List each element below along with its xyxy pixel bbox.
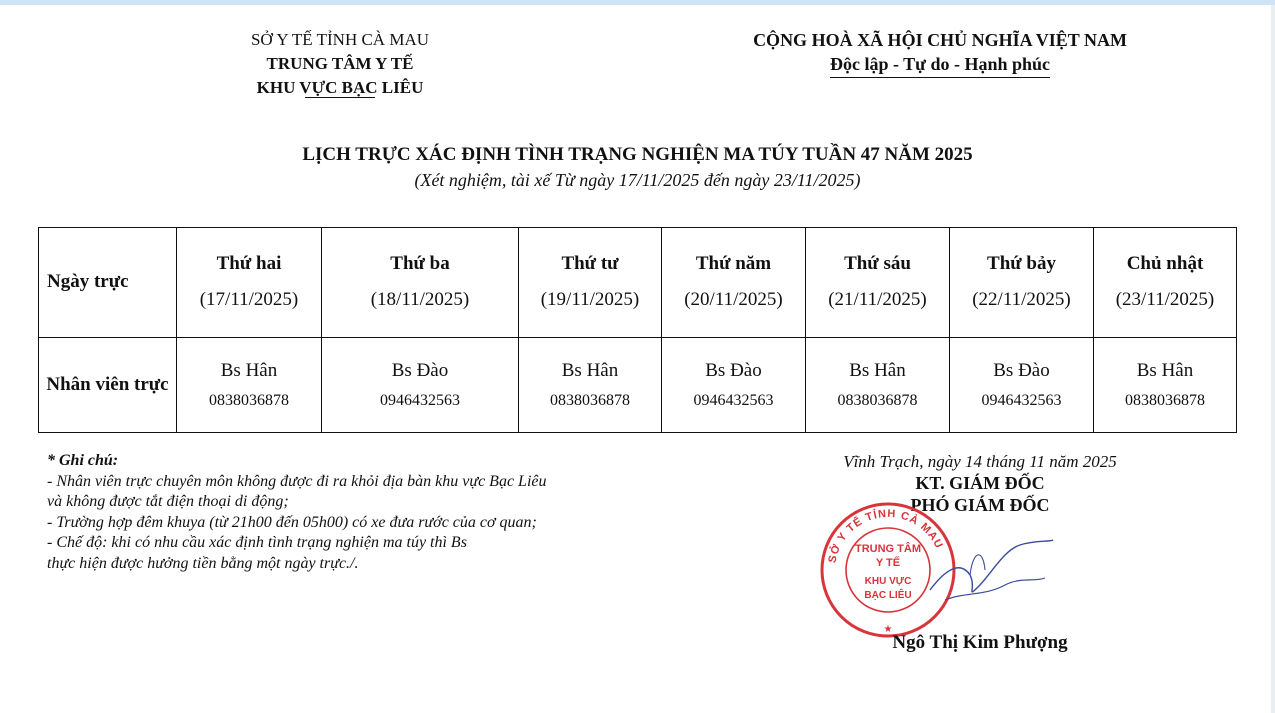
doctor-name: Bs Hân (561, 359, 619, 381)
note-line: thực hiện được hưởng tiền bằng một ngày trực./. (47, 554, 359, 572)
stamp-text: Y TẾ (875, 557, 901, 569)
table-row-staff (39, 337, 1237, 432)
day-name: Thứ sáu (844, 253, 911, 275)
signer-name: Ngô Thị Kim Phượng (892, 632, 1068, 653)
note-line: - Nhân viên trực chuyên môn không được đi ra khỏi địa bàn khu vực Bạc Liêu (47, 472, 547, 490)
doctor-name: Bs Hân (1136, 359, 1194, 381)
day-cell (662, 228, 806, 338)
doctor-name: Bs Đào (705, 359, 762, 381)
staff-cell (322, 337, 519, 432)
doctor-phone: 0838036878 (209, 391, 289, 409)
signer-authority: KT. GIÁM ĐỐC (915, 473, 1045, 493)
staff-cell (177, 337, 322, 432)
country-name: CỘNG HOÀ XÃ HỘI CHỦ NGHĨA VIỆT NAM (753, 30, 1127, 50)
note-line: - Chế độ: khi có nhu cầu xác định tình trạng nghiện ma túy thì Bs (47, 534, 467, 551)
note-line: và không được tắt điện thoại di động; (47, 493, 289, 510)
doctor-phone: 0838036878 (550, 391, 630, 409)
notes-section (47, 451, 647, 574)
staff-cell (806, 337, 950, 432)
day-name: Thứ hai (216, 253, 282, 275)
staff-cell (519, 337, 662, 432)
doctor-name: Bs Đào (993, 359, 1050, 381)
day-date: (20/11/2025) (684, 289, 783, 311)
doctor-phone: 0946432563 (380, 391, 460, 409)
day-cell (519, 228, 662, 338)
doctor-phone: 0838036878 (837, 391, 918, 409)
table-row-dates (39, 228, 1237, 338)
issuer-center: TRUNG TÂM Y TẾ (266, 54, 414, 73)
day-date: (22/11/2025) (972, 289, 1071, 311)
signer-position: PHÓ GIÁM ĐỐC (910, 495, 1050, 515)
doctor-name: Bs Hân (849, 359, 906, 381)
day-name: Thứ năm (695, 253, 772, 275)
doctor-phone: 0946432563 (693, 391, 774, 409)
doctor-name: Bs Hân (220, 359, 278, 381)
day-cell (177, 228, 322, 338)
day-name: Thứ bảy (987, 253, 1056, 275)
staff-cell (662, 337, 806, 432)
day-name: Chủ nhật (1126, 253, 1204, 275)
national-motto: Độc lập - Tự do - Hạnh phúc (830, 52, 1050, 78)
issuer-header (200, 28, 480, 100)
duty-schedule-table (38, 227, 1237, 433)
stamp-text: BẠC LIÊU (864, 590, 912, 601)
doctor-name: Bs Đào (391, 359, 449, 381)
star-icon: ★ (883, 624, 893, 635)
row-label-staff: Nhân viên trực (39, 337, 177, 432)
day-date: (19/11/2025) (540, 289, 640, 311)
note-line: - Trường hợp đêm khuya (từ 21h00 đến 05h00) có xe đưa rước của cơ quan; (47, 513, 537, 531)
staff-cell (950, 337, 1094, 432)
notes-title: * Ghi chú: (47, 452, 119, 469)
day-cell (1094, 228, 1237, 338)
doctor-phone: 0838036878 (1125, 391, 1205, 409)
handwritten-signature (925, 530, 1055, 620)
day-date: (17/11/2025) (199, 289, 299, 311)
day-date: (21/11/2025) (828, 289, 927, 311)
day-cell (322, 228, 519, 338)
national-header (700, 28, 1180, 78)
scrollbar-track[interactable] (1271, 5, 1275, 713)
place-date: Vĩnh Trạch, ngày 14 tháng 11 năm 2025 (843, 452, 1117, 471)
doctor-phone: 0946432563 (981, 391, 1062, 409)
day-name: Thứ ba (390, 253, 450, 275)
staff-cell (1094, 337, 1237, 432)
day-cell (950, 228, 1094, 338)
day-cell (806, 228, 950, 338)
window-top-bar (0, 0, 1275, 5)
stamp-text: TRUNG TÂM (855, 543, 921, 555)
stamp-text: KHU VỰC (864, 576, 912, 587)
day-name: Thứ tư (561, 253, 619, 275)
document-title: LỊCH TRỰC XÁC ĐỊNH TÌNH TRẠNG NGHIỆN MA TÚY TUẦN 47 NĂM 2025 (302, 144, 973, 165)
row-label-duty-day: Ngày trực (39, 228, 177, 338)
day-date: (18/11/2025) (370, 289, 470, 311)
document-subtitle: (Xét nghiệm, tài xế Từ ngày 17/11/2025 đến ngày 23/11/2025) (414, 170, 861, 190)
issuer-area: KHU VỰC BẠC LIÊU (257, 76, 424, 100)
stamp-ring-text: SỞ Y TẾ TỈNH CÀ MAU (826, 507, 946, 564)
issuer-department: SỞ Y TẾ TỈNH CÀ MAU (250, 30, 430, 49)
day-date: (23/11/2025) (1115, 289, 1215, 311)
